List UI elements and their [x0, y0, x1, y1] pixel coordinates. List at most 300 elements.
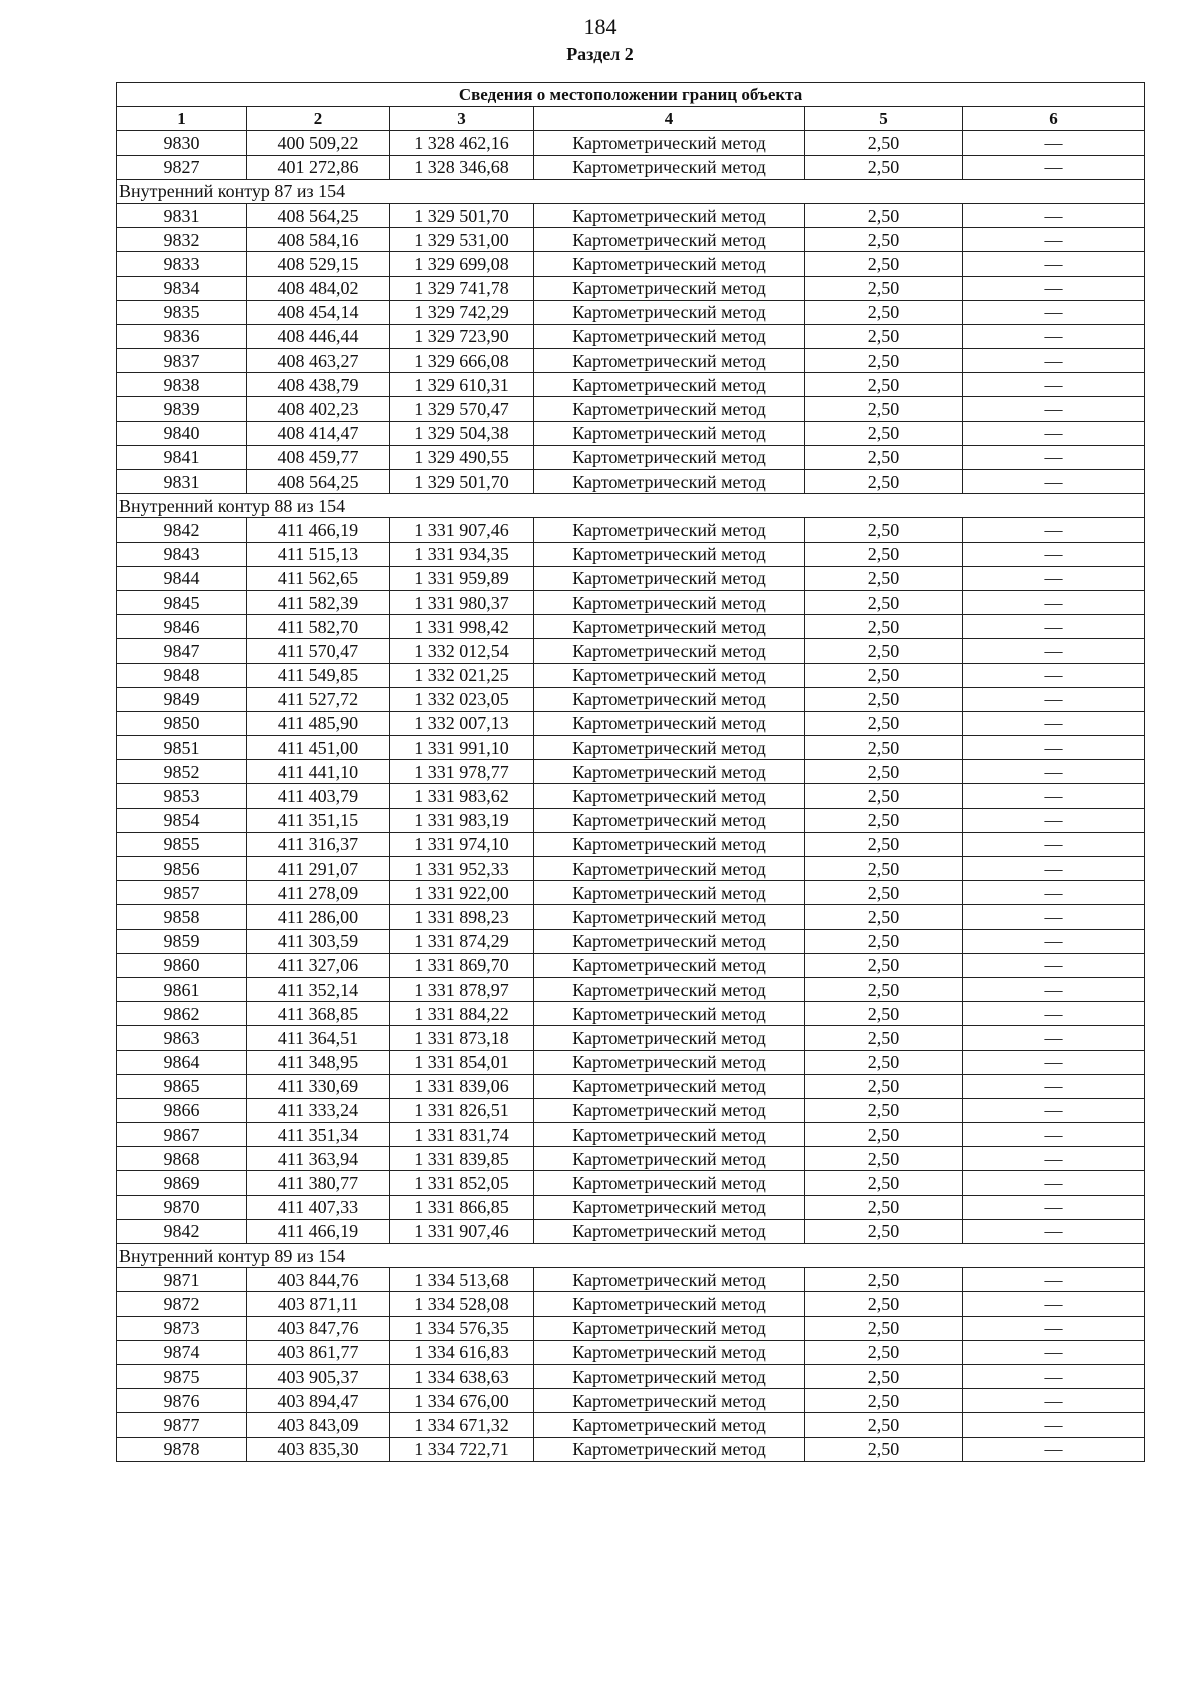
table-row [117, 300, 1145, 324]
method-cell: Картометрический метод [534, 131, 805, 155]
note-cell: — [963, 953, 1145, 977]
note-cell: — [963, 1437, 1145, 1461]
accuracy-cell: 2,50 [805, 615, 963, 639]
method-cell: Картометрический метод [534, 832, 805, 856]
accuracy-cell: 2,50 [805, 131, 963, 155]
note-cell: — [963, 1268, 1145, 1292]
y-coordinate-cell: 1 331 869,70 [390, 953, 534, 977]
method-cell: Картометрический метод [534, 228, 805, 252]
contour-heading-row [117, 1244, 1145, 1268]
x-coordinate-cell: 411 364,51 [247, 1026, 390, 1050]
x-coordinate-cell: 411 348,95 [247, 1050, 390, 1074]
accuracy-cell: 2,50 [805, 1219, 963, 1243]
column-header: 4 [534, 107, 805, 131]
column-number-row [117, 107, 1145, 131]
note-cell: — [963, 131, 1145, 155]
accuracy-cell: 2,50 [805, 155, 963, 179]
y-coordinate-cell: 1 331 878,97 [390, 977, 534, 1001]
x-coordinate-cell: 411 291,07 [247, 857, 390, 881]
note-cell: — [963, 977, 1145, 1001]
table-row [117, 397, 1145, 421]
x-coordinate-cell: 411 403,79 [247, 784, 390, 808]
y-coordinate-cell: 1 331 873,18 [390, 1026, 534, 1050]
point-number-cell: 9842 [117, 518, 247, 542]
note-cell: — [963, 1050, 1145, 1074]
note-cell: — [963, 1340, 1145, 1364]
note-cell: — [963, 639, 1145, 663]
x-coordinate-cell: 403 871,11 [247, 1292, 390, 1316]
x-coordinate-cell: 403 835,30 [247, 1437, 390, 1461]
x-coordinate-cell: 403 894,47 [247, 1389, 390, 1413]
point-number-cell: 9851 [117, 736, 247, 760]
page-number: 184 [583, 14, 617, 39]
column-header: 3 [390, 107, 534, 131]
table-row [117, 1026, 1145, 1050]
table-row [117, 953, 1145, 977]
point-number-cell: 9843 [117, 542, 247, 566]
method-cell: Картометрический метод [534, 1268, 805, 1292]
x-coordinate-cell: 408 438,79 [247, 373, 390, 397]
y-coordinate-cell: 1 331 839,85 [390, 1147, 534, 1171]
table-row [117, 566, 1145, 590]
method-cell: Картометрический метод [534, 1050, 805, 1074]
point-number-cell: 9870 [117, 1195, 247, 1219]
x-coordinate-cell: 400 509,22 [247, 131, 390, 155]
method-cell: Картометрический метод [534, 566, 805, 590]
section-title: Раздел 2 [566, 44, 634, 64]
point-number-cell: 9848 [117, 663, 247, 687]
point-number-cell: 9854 [117, 808, 247, 832]
note-cell: — [963, 590, 1145, 614]
method-cell: Картометрический метод [534, 373, 805, 397]
table-row [117, 1292, 1145, 1316]
accuracy-cell: 2,50 [805, 784, 963, 808]
point-number-cell: 9862 [117, 1002, 247, 1026]
y-coordinate-cell: 1 331 898,23 [390, 905, 534, 929]
note-cell: — [963, 1123, 1145, 1147]
point-number-cell: 9838 [117, 373, 247, 397]
table-row [117, 542, 1145, 566]
accuracy-cell: 2,50 [805, 542, 963, 566]
y-coordinate-cell: 1 331 852,05 [390, 1171, 534, 1195]
accuracy-cell: 2,50 [805, 687, 963, 711]
table-row [117, 1389, 1145, 1413]
accuracy-cell: 2,50 [805, 1195, 963, 1219]
note-cell: — [963, 1171, 1145, 1195]
note-cell: — [963, 445, 1145, 469]
method-cell: Картометрический метод [534, 155, 805, 179]
note-cell: — [963, 615, 1145, 639]
x-coordinate-cell: 411 527,72 [247, 687, 390, 711]
y-coordinate-cell: 1 331 839,06 [390, 1074, 534, 1098]
table-row [117, 1147, 1145, 1171]
method-cell: Картометрический метод [534, 445, 805, 469]
point-number-cell: 9869 [117, 1171, 247, 1195]
method-cell: Картометрический метод [534, 1195, 805, 1219]
table-row [117, 639, 1145, 663]
boundary-coordinates-table [116, 82, 1145, 1462]
accuracy-cell: 2,50 [805, 711, 963, 735]
x-coordinate-cell: 411 316,37 [247, 832, 390, 856]
y-coordinate-cell: 1 331 884,22 [390, 1002, 534, 1026]
accuracy-cell: 2,50 [805, 1316, 963, 1340]
method-cell: Картометрический метод [534, 518, 805, 542]
y-coordinate-cell: 1 331 826,51 [390, 1098, 534, 1122]
accuracy-cell: 2,50 [805, 203, 963, 227]
point-number-cell: 9866 [117, 1098, 247, 1122]
note-cell: — [963, 663, 1145, 687]
x-coordinate-cell: 411 351,34 [247, 1123, 390, 1147]
x-coordinate-cell: 411 549,85 [247, 663, 390, 687]
table-row [117, 1123, 1145, 1147]
y-coordinate-cell: 1 329 741,78 [390, 276, 534, 300]
x-coordinate-cell: 411 380,77 [247, 1171, 390, 1195]
y-coordinate-cell: 1 329 723,90 [390, 324, 534, 348]
point-number-cell: 9855 [117, 832, 247, 856]
point-number-cell: 9840 [117, 421, 247, 445]
note-cell: — [963, 1219, 1145, 1243]
method-cell: Картометрический метод [534, 711, 805, 735]
table-row [117, 929, 1145, 953]
x-coordinate-cell: 411 451,00 [247, 736, 390, 760]
note-cell: — [963, 1316, 1145, 1340]
y-coordinate-cell: 1 334 638,63 [390, 1364, 534, 1388]
method-cell: Картометрический метод [534, 881, 805, 905]
point-number-cell: 9852 [117, 760, 247, 784]
note-cell: — [963, 905, 1145, 929]
accuracy-cell: 2,50 [805, 1123, 963, 1147]
table-row [117, 373, 1145, 397]
method-cell: Картометрический метод [534, 203, 805, 227]
y-coordinate-cell: 1 334 671,32 [390, 1413, 534, 1437]
accuracy-cell: 2,50 [805, 736, 963, 760]
note-cell: — [963, 518, 1145, 542]
point-number-cell: 9827 [117, 155, 247, 179]
note-cell: — [963, 203, 1145, 227]
note-cell: — [963, 711, 1145, 735]
note-cell: — [963, 470, 1145, 494]
y-coordinate-cell: 1 331 974,10 [390, 832, 534, 856]
x-coordinate-cell: 408 584,16 [247, 228, 390, 252]
method-cell: Картометрический метод [534, 784, 805, 808]
table-row [117, 228, 1145, 252]
method-cell: Картометрический метод [534, 953, 805, 977]
y-coordinate-cell: 1 332 012,54 [390, 639, 534, 663]
y-coordinate-cell: 1 329 501,70 [390, 203, 534, 227]
table-row [117, 663, 1145, 687]
table-row [117, 784, 1145, 808]
table-row [117, 1098, 1145, 1122]
point-number-cell: 9853 [117, 784, 247, 808]
note-cell: — [963, 857, 1145, 881]
point-number-cell: 9875 [117, 1364, 247, 1388]
table-row [117, 881, 1145, 905]
table-row [117, 445, 1145, 469]
table-row [117, 1437, 1145, 1461]
contour-heading-row [117, 494, 1145, 518]
x-coordinate-cell: 411 278,09 [247, 881, 390, 905]
y-coordinate-cell: 1 334 722,71 [390, 1437, 534, 1461]
note-cell: — [963, 736, 1145, 760]
note-cell: — [963, 1413, 1145, 1437]
accuracy-cell: 2,50 [805, 470, 963, 494]
note-cell: — [963, 784, 1145, 808]
y-coordinate-cell: 1 329 699,08 [390, 252, 534, 276]
method-cell: Картометрический метод [534, 760, 805, 784]
table-row [117, 1316, 1145, 1340]
x-coordinate-cell: 411 368,85 [247, 1002, 390, 1026]
method-cell: Картометрический метод [534, 300, 805, 324]
point-number-cell: 9877 [117, 1413, 247, 1437]
table-row [117, 203, 1145, 227]
table-row [117, 736, 1145, 760]
accuracy-cell: 2,50 [805, 953, 963, 977]
point-number-cell: 9878 [117, 1437, 247, 1461]
x-coordinate-cell: 408 459,77 [247, 445, 390, 469]
table-row [117, 252, 1145, 276]
x-coordinate-cell: 411 333,24 [247, 1098, 390, 1122]
table-row [117, 324, 1145, 348]
method-cell: Картометрический метод [534, 1364, 805, 1388]
accuracy-cell: 2,50 [805, 1147, 963, 1171]
y-coordinate-cell: 1 332 007,13 [390, 711, 534, 735]
table-row [117, 276, 1145, 300]
point-number-cell: 9856 [117, 857, 247, 881]
point-number-cell: 9868 [117, 1147, 247, 1171]
method-cell: Картометрический метод [534, 1171, 805, 1195]
point-number-cell: 9831 [117, 203, 247, 227]
point-number-cell: 9859 [117, 929, 247, 953]
accuracy-cell: 2,50 [805, 881, 963, 905]
point-number-cell: 9864 [117, 1050, 247, 1074]
y-coordinate-cell: 1 331 874,29 [390, 929, 534, 953]
accuracy-cell: 2,50 [805, 590, 963, 614]
x-coordinate-cell: 401 272,86 [247, 155, 390, 179]
note-cell: — [963, 542, 1145, 566]
y-coordinate-cell: 1 334 513,68 [390, 1268, 534, 1292]
column-header: 1 [117, 107, 247, 131]
method-cell: Картометрический метод [534, 1413, 805, 1437]
x-coordinate-cell: 408 529,15 [247, 252, 390, 276]
table-caption-row [117, 83, 1145, 107]
accuracy-cell: 2,50 [805, 1340, 963, 1364]
method-cell: Картометрический метод [534, 808, 805, 832]
note-cell: — [963, 1292, 1145, 1316]
table-row [117, 1195, 1145, 1219]
table-row [117, 1002, 1145, 1026]
x-coordinate-cell: 408 463,27 [247, 349, 390, 373]
table-row [117, 1268, 1145, 1292]
table-row [117, 711, 1145, 735]
table-row [117, 518, 1145, 542]
accuracy-cell: 2,50 [805, 276, 963, 300]
x-coordinate-cell: 411 466,19 [247, 1219, 390, 1243]
y-coordinate-cell: 1 332 021,25 [390, 663, 534, 687]
x-coordinate-cell: 408 484,02 [247, 276, 390, 300]
note-cell: — [963, 1147, 1145, 1171]
table-row [117, 1074, 1145, 1098]
method-cell: Картометрический метод [534, 1123, 805, 1147]
x-coordinate-cell: 408 564,25 [247, 203, 390, 227]
point-number-cell: 9872 [117, 1292, 247, 1316]
table-row [117, 349, 1145, 373]
table-row [117, 615, 1145, 639]
y-coordinate-cell: 1 331 934,35 [390, 542, 534, 566]
method-cell: Картометрический метод [534, 1219, 805, 1243]
point-number-cell: 9837 [117, 349, 247, 373]
accuracy-cell: 2,50 [805, 1026, 963, 1050]
y-coordinate-cell: 1 329 610,31 [390, 373, 534, 397]
method-cell: Картометрический метод [534, 1437, 805, 1461]
accuracy-cell: 2,50 [805, 1389, 963, 1413]
note-cell: — [963, 155, 1145, 179]
method-cell: Картометрический метод [534, 397, 805, 421]
note-cell: — [963, 300, 1145, 324]
contour-heading: Внутренний контур 87 из 154 [117, 179, 1145, 203]
method-cell: Картометрический метод [534, 663, 805, 687]
point-number-cell: 9861 [117, 977, 247, 1001]
x-coordinate-cell: 411 363,94 [247, 1147, 390, 1171]
point-number-cell: 9871 [117, 1268, 247, 1292]
accuracy-cell: 2,50 [805, 1171, 963, 1195]
x-coordinate-cell: 411 582,70 [247, 615, 390, 639]
note-cell: — [963, 397, 1145, 421]
accuracy-cell: 2,50 [805, 445, 963, 469]
y-coordinate-cell: 1 334 576,35 [390, 1316, 534, 1340]
note-cell: — [963, 687, 1145, 711]
table-row [117, 131, 1145, 155]
method-cell: Картометрический метод [534, 1026, 805, 1050]
accuracy-cell: 2,50 [805, 252, 963, 276]
x-coordinate-cell: 403 847,76 [247, 1316, 390, 1340]
y-coordinate-cell: 1 329 531,00 [390, 228, 534, 252]
method-cell: Картометрический метод [534, 905, 805, 929]
note-cell: — [963, 1026, 1145, 1050]
accuracy-cell: 2,50 [805, 1413, 963, 1437]
point-number-cell: 9844 [117, 566, 247, 590]
point-number-cell: 9836 [117, 324, 247, 348]
note-cell: — [963, 1098, 1145, 1122]
x-coordinate-cell: 411 570,47 [247, 639, 390, 663]
y-coordinate-cell: 1 329 742,29 [390, 300, 534, 324]
method-cell: Картометрический метод [534, 542, 805, 566]
accuracy-cell: 2,50 [805, 1292, 963, 1316]
point-number-cell: 9835 [117, 300, 247, 324]
method-cell: Картометрический метод [534, 276, 805, 300]
method-cell: Картометрический метод [534, 1074, 805, 1098]
x-coordinate-cell: 411 562,65 [247, 566, 390, 590]
table-row [117, 1171, 1145, 1195]
y-coordinate-cell: 1 331 907,46 [390, 1219, 534, 1243]
accuracy-cell: 2,50 [805, 566, 963, 590]
method-cell: Картометрический метод [534, 857, 805, 881]
x-coordinate-cell: 411 515,13 [247, 542, 390, 566]
x-coordinate-cell: 411 441,10 [247, 760, 390, 784]
accuracy-cell: 2,50 [805, 1268, 963, 1292]
x-coordinate-cell: 408 564,25 [247, 470, 390, 494]
y-coordinate-cell: 1 331 959,89 [390, 566, 534, 590]
accuracy-cell: 2,50 [805, 905, 963, 929]
note-cell: — [963, 1364, 1145, 1388]
method-cell: Картометрический метод [534, 252, 805, 276]
point-number-cell: 9839 [117, 397, 247, 421]
x-coordinate-cell: 403 844,76 [247, 1268, 390, 1292]
x-coordinate-cell: 403 905,37 [247, 1364, 390, 1388]
note-cell: — [963, 566, 1145, 590]
table-row [117, 590, 1145, 614]
x-coordinate-cell: 411 286,00 [247, 905, 390, 929]
accuracy-cell: 2,50 [805, 421, 963, 445]
point-number-cell: 9842 [117, 1219, 247, 1243]
point-number-cell: 9850 [117, 711, 247, 735]
point-number-cell: 9876 [117, 1389, 247, 1413]
point-number-cell: 9849 [117, 687, 247, 711]
accuracy-cell: 2,50 [805, 1098, 963, 1122]
method-cell: Картометрический метод [534, 324, 805, 348]
method-cell: Картометрический метод [534, 1002, 805, 1026]
y-coordinate-cell: 1 331 922,00 [390, 881, 534, 905]
column-header: 2 [247, 107, 390, 131]
accuracy-cell: 2,50 [805, 639, 963, 663]
point-number-cell: 9847 [117, 639, 247, 663]
note-cell: — [963, 808, 1145, 832]
table-body [117, 131, 1145, 1461]
x-coordinate-cell: 411 303,59 [247, 929, 390, 953]
method-cell: Картометрический метод [534, 1292, 805, 1316]
accuracy-cell: 2,50 [805, 929, 963, 953]
note-cell: — [963, 1389, 1145, 1413]
accuracy-cell: 2,50 [805, 1437, 963, 1461]
accuracy-cell: 2,50 [805, 1002, 963, 1026]
column-header: 6 [963, 107, 1145, 131]
note-cell: — [963, 1002, 1145, 1026]
note-cell: — [963, 760, 1145, 784]
accuracy-cell: 2,50 [805, 832, 963, 856]
table-row [117, 687, 1145, 711]
accuracy-cell: 2,50 [805, 349, 963, 373]
y-coordinate-cell: 1 331 978,77 [390, 760, 534, 784]
table-row [117, 760, 1145, 784]
y-coordinate-cell: 1 332 023,05 [390, 687, 534, 711]
y-coordinate-cell: 1 331 983,62 [390, 784, 534, 808]
y-coordinate-cell: 1 331 980,37 [390, 590, 534, 614]
point-number-cell: 9834 [117, 276, 247, 300]
table-row [117, 977, 1145, 1001]
x-coordinate-cell: 411 352,14 [247, 977, 390, 1001]
accuracy-cell: 2,50 [805, 397, 963, 421]
x-coordinate-cell: 411 330,69 [247, 1074, 390, 1098]
y-coordinate-cell: 1 331 907,46 [390, 518, 534, 542]
x-coordinate-cell: 408 446,44 [247, 324, 390, 348]
point-number-cell: 9841 [117, 445, 247, 469]
method-cell: Картометрический метод [534, 1389, 805, 1413]
table-row [117, 421, 1145, 445]
column-header: 5 [805, 107, 963, 131]
table-row [117, 832, 1145, 856]
contour-heading: Внутренний контур 88 из 154 [117, 494, 1145, 518]
table-row [117, 1050, 1145, 1074]
accuracy-cell: 2,50 [805, 518, 963, 542]
accuracy-cell: 2,50 [805, 228, 963, 252]
table-row [117, 905, 1145, 929]
accuracy-cell: 2,50 [805, 324, 963, 348]
contour-heading-row [117, 179, 1145, 203]
note-cell: — [963, 252, 1145, 276]
y-coordinate-cell: 1 331 831,74 [390, 1123, 534, 1147]
y-coordinate-cell: 1 329 666,08 [390, 349, 534, 373]
accuracy-cell: 2,50 [805, 1050, 963, 1074]
method-cell: Картометрический метод [534, 1340, 805, 1364]
